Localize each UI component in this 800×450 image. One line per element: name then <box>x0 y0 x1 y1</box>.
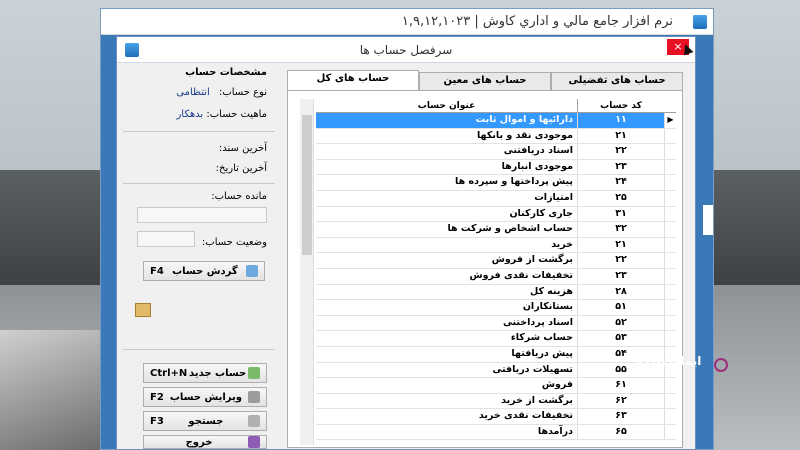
account-nature-label: ماهیت حساب: <box>206 109 267 120</box>
turnover-button-label: گردش حساب <box>172 265 238 277</box>
side-strip <box>703 205 713 235</box>
last-date-label: آخرین تاریخ: <box>215 163 267 174</box>
main-titlebar <box>101 9 713 35</box>
status-field[interactable] <box>137 231 195 247</box>
edit-icon <box>248 391 260 403</box>
table-row[interactable] <box>316 331 676 347</box>
dialog-title: سرفصل حساب ها <box>359 43 453 57</box>
account-code-cell[interactable]: ۲۱ <box>615 129 627 141</box>
account-title-cell[interactable]: تخفیفات نقدی خرید <box>316 409 578 424</box>
status-label: وضعیت حساب: <box>201 237 267 248</box>
account-title-cell[interactable]: پیش پرداختها و سپرده ها <box>316 175 578 190</box>
account-code-cell[interactable]: ۳۲ <box>615 223 627 235</box>
tab-general-accounts[interactable]: حساب های کل <box>287 70 419 90</box>
account-title-cell[interactable]: موجودی نقد و بانکها <box>316 129 578 144</box>
account-code-cell[interactable]: ۶۳ <box>615 410 627 422</box>
row-indicator <box>664 175 676 190</box>
account-code-cell[interactable]: ۵۲ <box>615 316 627 328</box>
table-row[interactable] <box>316 129 676 145</box>
grid-header <box>316 99 676 113</box>
account-title-cell[interactable]: بستانکاران <box>316 300 578 315</box>
main-window-title: نرم افزار جامع مالي و اداري كاوش | ۱,۹,۱۲,۱۰۲۳ <box>401 14 673 29</box>
account-title-cell[interactable]: برگشت از فروش <box>316 253 578 268</box>
accounts-grid <box>300 99 676 445</box>
row-indicator <box>664 409 676 424</box>
account-title-cell[interactable]: فروش <box>316 378 578 393</box>
account-title-cell[interactable]: امتیازات <box>316 191 578 206</box>
row-indicator <box>664 394 676 409</box>
search-icon <box>248 415 260 427</box>
table-row[interactable] <box>316 191 676 207</box>
table-row[interactable] <box>316 316 676 332</box>
account-code-cell[interactable]: ۲۸ <box>615 285 627 297</box>
row-indicator <box>664 129 676 144</box>
table-row[interactable] <box>316 347 676 363</box>
account-title-cell[interactable]: اسناد پرداختنی <box>316 316 578 331</box>
account-title-cell[interactable]: پیش دریافتها <box>316 347 578 362</box>
dialog-titlebar <box>117 37 695 63</box>
account-title-cell[interactable]: موجودی انبارها <box>316 160 578 175</box>
table-row[interactable] <box>316 144 676 160</box>
divider <box>123 131 275 132</box>
watermark-logo-icon <box>714 358 728 372</box>
account-code-cell[interactable]: ۲۲ <box>615 254 627 266</box>
search-button[interactable] <box>143 411 267 431</box>
table-row[interactable] <box>316 238 676 254</box>
table-row[interactable] <box>316 409 676 425</box>
row-indicator <box>664 425 676 440</box>
grid-rows <box>316 113 676 440</box>
tab-content <box>287 90 683 448</box>
row-indicator <box>664 316 676 331</box>
row-indicator <box>664 331 676 346</box>
dialog-icon <box>125 43 139 57</box>
row-indicator <box>664 144 676 159</box>
account-code-cell[interactable]: ۵۳ <box>615 332 627 344</box>
edit-account-button[interactable] <box>143 387 267 407</box>
divider <box>123 349 275 350</box>
account-title-cell[interactable]: تسهیلات دریافتی <box>316 363 578 378</box>
edit-button-label: ویرایش حساب <box>169 391 242 403</box>
table-row[interactable] <box>316 207 676 223</box>
account-type-row <box>176 87 267 98</box>
account-code-cell[interactable]: ۵۱ <box>615 301 627 313</box>
last-doc-label: آخرین سند: <box>218 143 267 154</box>
balance-field[interactable] <box>137 207 267 223</box>
account-nature-row <box>176 109 267 120</box>
exit-button[interactable] <box>143 435 267 449</box>
close-button[interactable]: × <box>667 39 689 55</box>
search-shortcut: F3 <box>150 415 164 427</box>
column-header-indicator <box>664 99 676 112</box>
row-indicator <box>664 160 676 175</box>
balance-label: مانده حساب: <box>211 191 267 202</box>
account-nature-value: بدهکار <box>176 109 204 120</box>
table-row[interactable] <box>316 160 676 176</box>
account-details-panel <box>123 67 275 447</box>
watermark-text: ایمان پاکزاد <box>632 354 702 368</box>
account-title-cell[interactable]: حساب شرکاء <box>316 331 578 346</box>
account-code-cell[interactable]: ۳۱ <box>615 207 627 219</box>
account-code-cell[interactable]: ۲۴ <box>615 176 627 188</box>
folder-icon <box>135 303 151 317</box>
account-code-cell[interactable]: ۲۱ <box>615 238 627 250</box>
account-type-value: انتظامی <box>176 87 210 98</box>
account-code-cell[interactable]: ۵۴ <box>615 347 627 359</box>
table-row[interactable] <box>316 363 676 379</box>
account-code-cell[interactable]: ۵۵ <box>615 363 627 375</box>
row-indicator <box>664 253 676 268</box>
details-header: مشخصات حساب <box>185 67 267 78</box>
account-type-label: نوع حساب: <box>218 87 267 98</box>
tab-subsidiary-accounts[interactable]: حساب های معین <box>419 72 551 90</box>
account-title-cell[interactable]: برگشت از خرید <box>316 394 578 409</box>
account-title-cell[interactable]: هزینه کل <box>316 285 578 300</box>
row-indicator <box>664 285 676 300</box>
exit-icon <box>248 436 260 448</box>
row-indicator <box>664 222 676 237</box>
edit-shortcut: F2 <box>150 391 164 403</box>
account-title-cell[interactable]: جاری کارکنان <box>316 207 578 222</box>
account-turnover-button[interactable] <box>143 261 265 281</box>
grid-scrollbar[interactable] <box>300 99 314 445</box>
account-title-cell[interactable]: حساب اشخاص و شرکت ها <box>316 222 578 237</box>
background-rocks <box>0 330 110 450</box>
accounts-dialog <box>116 36 696 450</box>
new-shortcut: Ctrl+N <box>150 367 188 379</box>
account-code-cell[interactable]: ۱۱ <box>578 113 664 128</box>
account-title-cell[interactable]: تخفیفات نقدی فروش <box>316 269 578 284</box>
table-row[interactable] <box>316 378 676 394</box>
account-code-cell[interactable]: ۲۳ <box>615 269 627 281</box>
new-button-label: حساب جدید <box>189 367 247 379</box>
account-title-cell[interactable]: خرید <box>316 238 578 253</box>
new-doc-icon <box>248 367 260 379</box>
turnover-shortcut: F4 <box>150 265 164 277</box>
divider <box>123 183 275 184</box>
row-indicator <box>664 269 676 284</box>
turnover-icon <box>246 265 258 277</box>
account-code-cell[interactable]: ۲۵ <box>615 191 627 203</box>
column-header-title[interactable]: عنوان حساب <box>316 99 578 112</box>
account-tabs <box>287 72 683 90</box>
table-row[interactable] <box>316 285 676 301</box>
account-code-cell[interactable]: ۶۲ <box>615 394 627 406</box>
row-indicator <box>664 300 676 315</box>
table-row[interactable] <box>316 175 676 191</box>
account-code-cell[interactable]: ۶۱ <box>615 379 627 391</box>
row-indicator <box>664 378 676 393</box>
table-row[interactable] <box>316 394 676 410</box>
account-title-cell[interactable]: درآمدها <box>316 425 578 440</box>
app-icon <box>693 15 707 29</box>
search-button-label: جستجو <box>188 415 224 427</box>
table-row[interactable] <box>316 113 676 129</box>
table-row[interactable] <box>316 425 676 441</box>
table-row[interactable] <box>316 269 676 285</box>
table-row[interactable] <box>316 222 676 238</box>
row-indicator <box>664 191 676 206</box>
account-code-cell[interactable]: ۶۵ <box>615 425 627 437</box>
account-code-cell[interactable]: ۲۲ <box>615 145 627 157</box>
scrollbar-thumb[interactable] <box>302 115 312 255</box>
exit-button-label: خروج <box>185 436 213 448</box>
new-account-button[interactable] <box>143 363 267 383</box>
row-indicator <box>664 238 676 253</box>
account-code-cell[interactable]: ۲۳ <box>615 160 627 172</box>
row-pointer-icon: ▶ <box>664 113 676 128</box>
account-title-cell[interactable]: دارائیها و اموال ثابت <box>316 113 578 128</box>
table-row[interactable] <box>316 253 676 269</box>
account-title-cell[interactable]: اسناد دریافتنی <box>316 144 578 159</box>
tab-detailed-accounts[interactable]: حساب های تفضیلی <box>551 72 683 90</box>
column-header-code[interactable]: کد حساب <box>600 101 642 111</box>
table-row[interactable] <box>316 300 676 316</box>
row-indicator <box>664 207 676 222</box>
